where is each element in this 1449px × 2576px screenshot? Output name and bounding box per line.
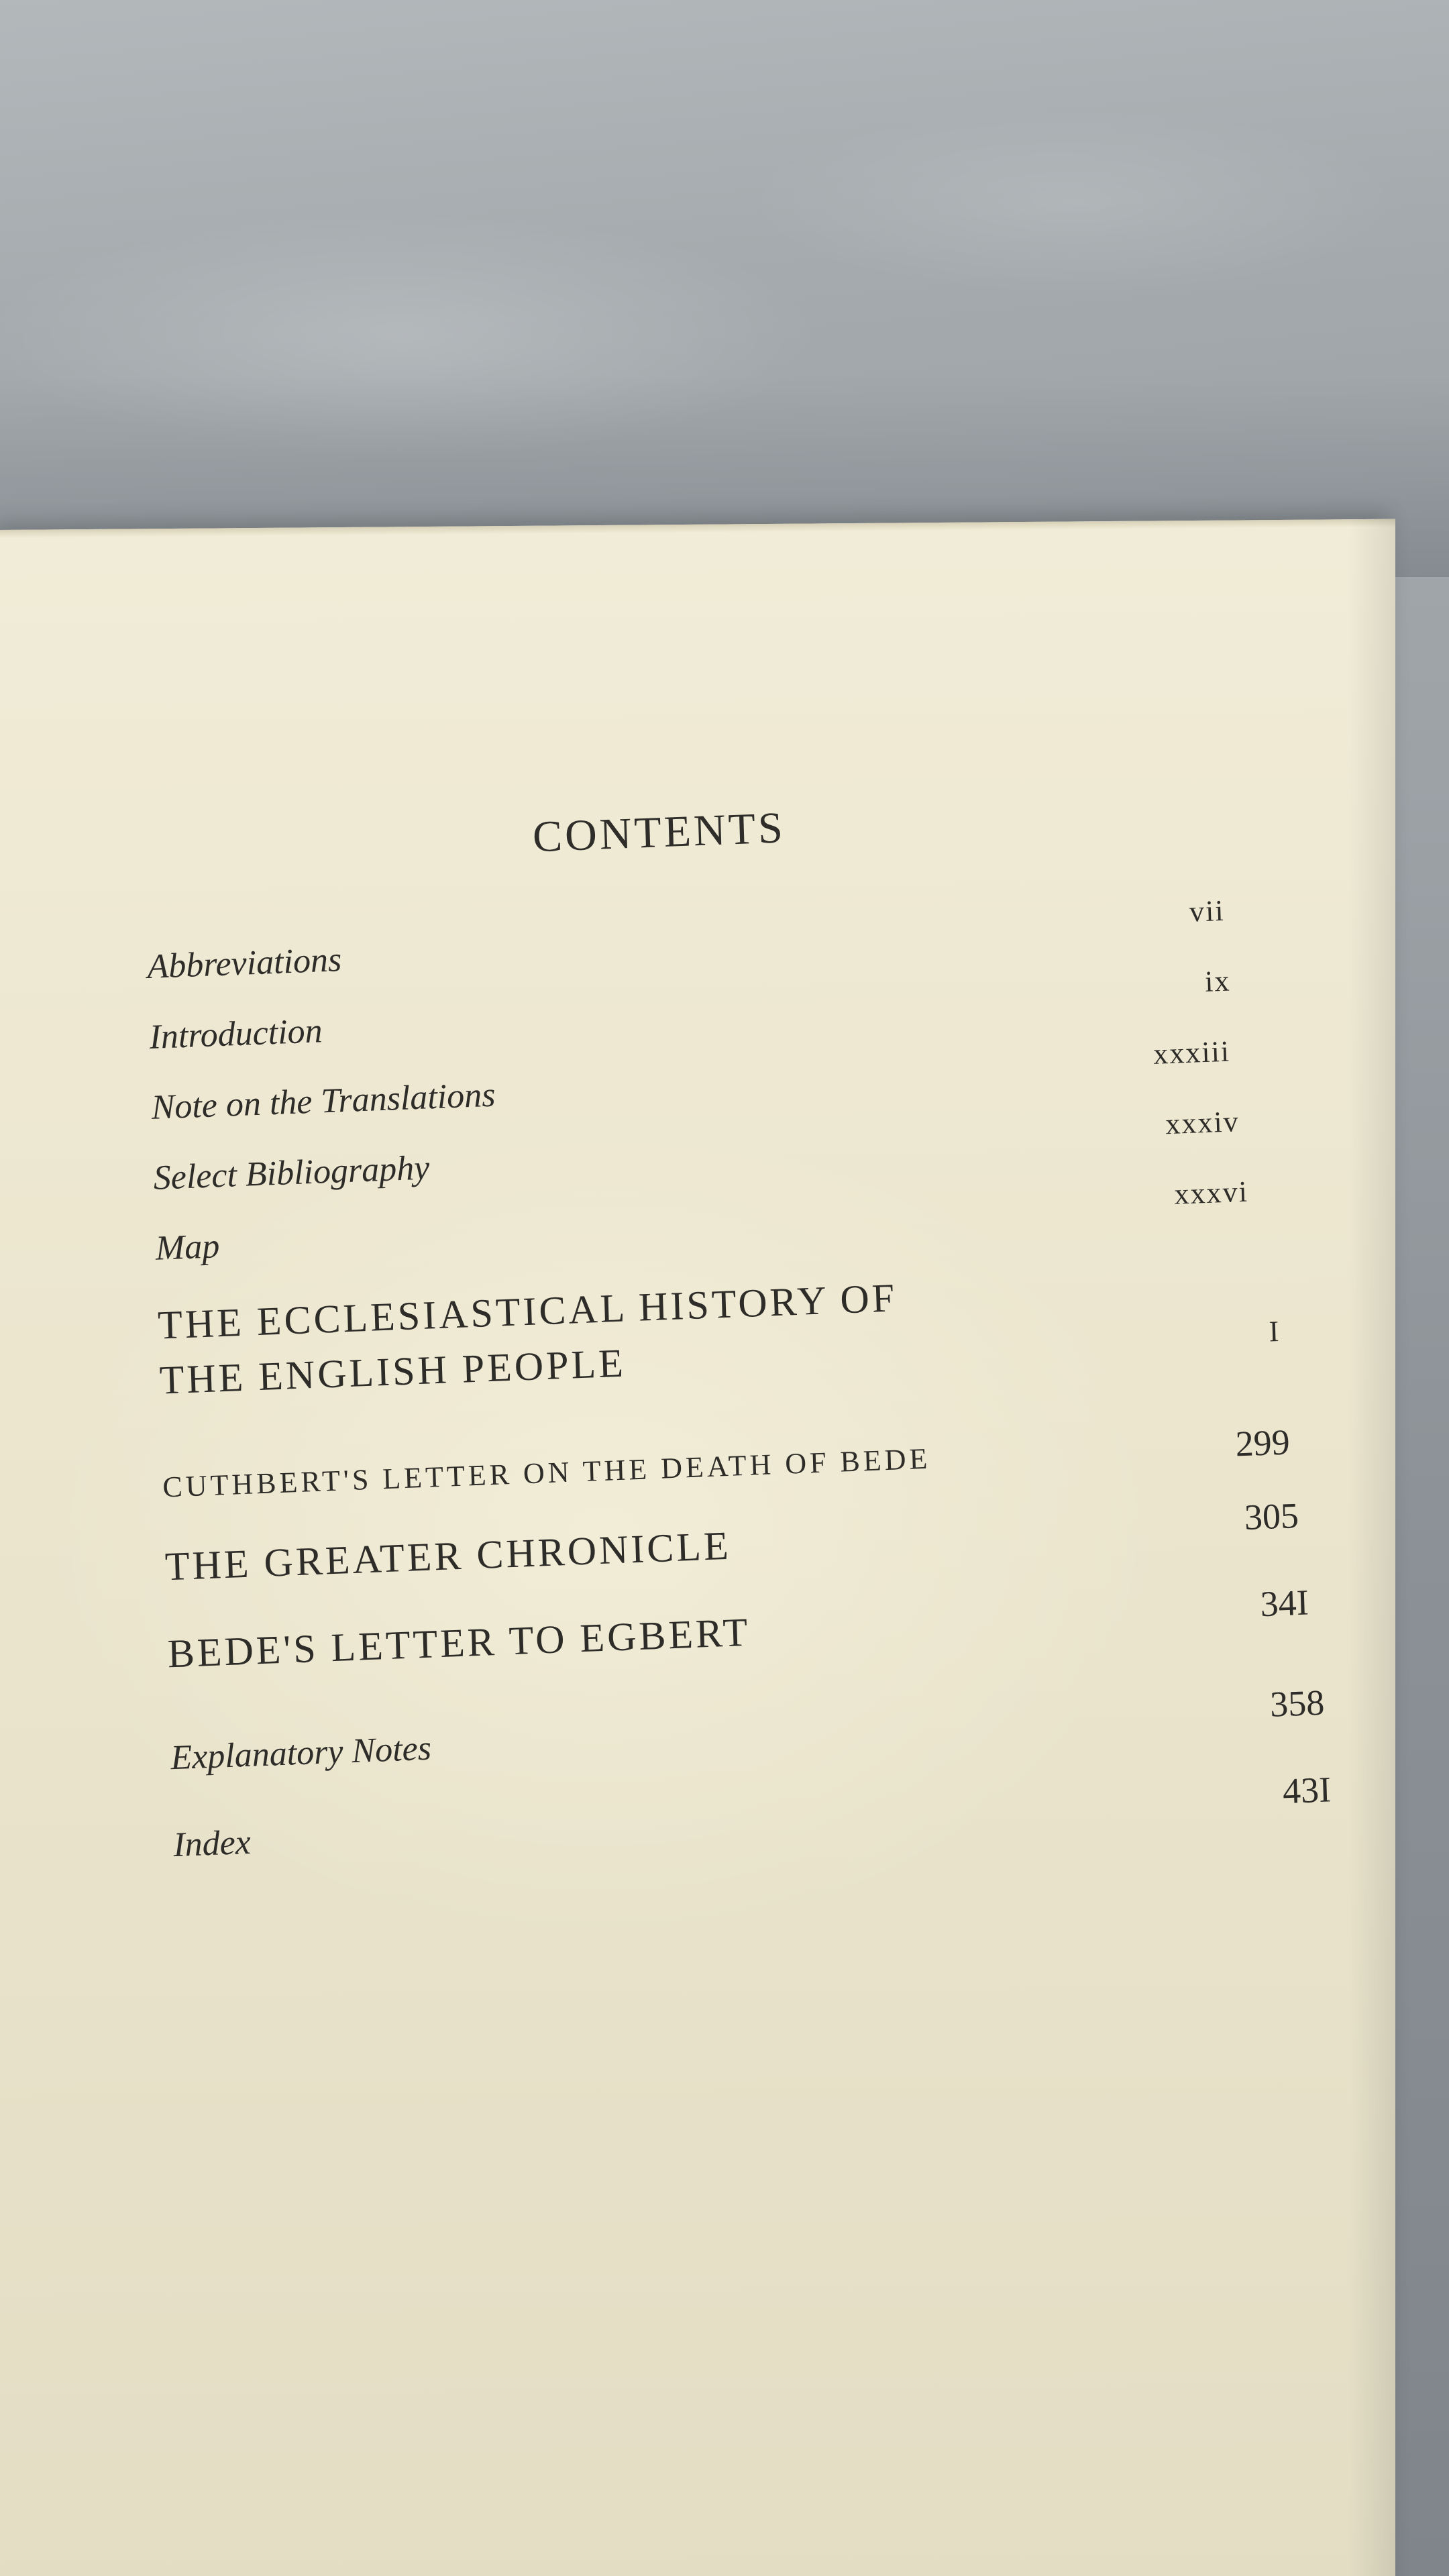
page-title: CONTENTS [532,803,786,862]
toc-entry-page: 34I [1259,1582,1309,1625]
toc-entry-page: 43I [1282,1769,1332,1812]
toc-entry-title: Index [172,1823,252,1865]
toc-entry-page: xxxvi [1173,1175,1249,1211]
contents-list [0,478,1449,2576]
toc-entry-page: I [1268,1314,1281,1348]
toc-entry-title: THE GREATER CHRONICLE [164,1523,732,1589]
toc-entry-title: Explanatory Notes [170,1729,432,1778]
toc-entry-title: Select Bibliography [152,1148,431,1197]
toc-entry-page: ix [1204,964,1232,998]
toc-entry-page: vii [1189,894,1226,928]
toc-entry-cuthberts-letter [28,1416,1423,1504]
toc-entry-title: Note on the Translations [150,1075,496,1127]
toc-entry-title-line1: THE ECCLESIASTICAL HISTORY OF [157,1275,898,1348]
toc-entry-title-line2: THE ENGLISH PEOPLE [158,1340,627,1403]
toc-entry-title: Map [155,1227,221,1268]
toc-entry-title: Abbreviations [146,941,343,987]
toc-entry-ecclesiastical-history [23,1255,1417,1403]
toc-entry-title: BEDE'S LETTER TO EGBERT [166,1609,751,1676]
book-page [0,519,1395,2576]
toc-entry-explanatory-notes [36,1678,1430,1778]
toc-entry-page: 299 [1234,1421,1291,1464]
toc-entry-page: 305 [1244,1495,1299,1538]
toc-entry-page: 358 [1269,1682,1326,1725]
toc-entry-title: Introduction [148,1012,323,1057]
toc-entry-title: CUTHBERT'S LETTER ON THE DEATH OF BEDE [162,1442,932,1504]
toc-entry-page: xxxiii [1152,1034,1231,1071]
toc-entry-page: xxxiv [1165,1105,1240,1141]
